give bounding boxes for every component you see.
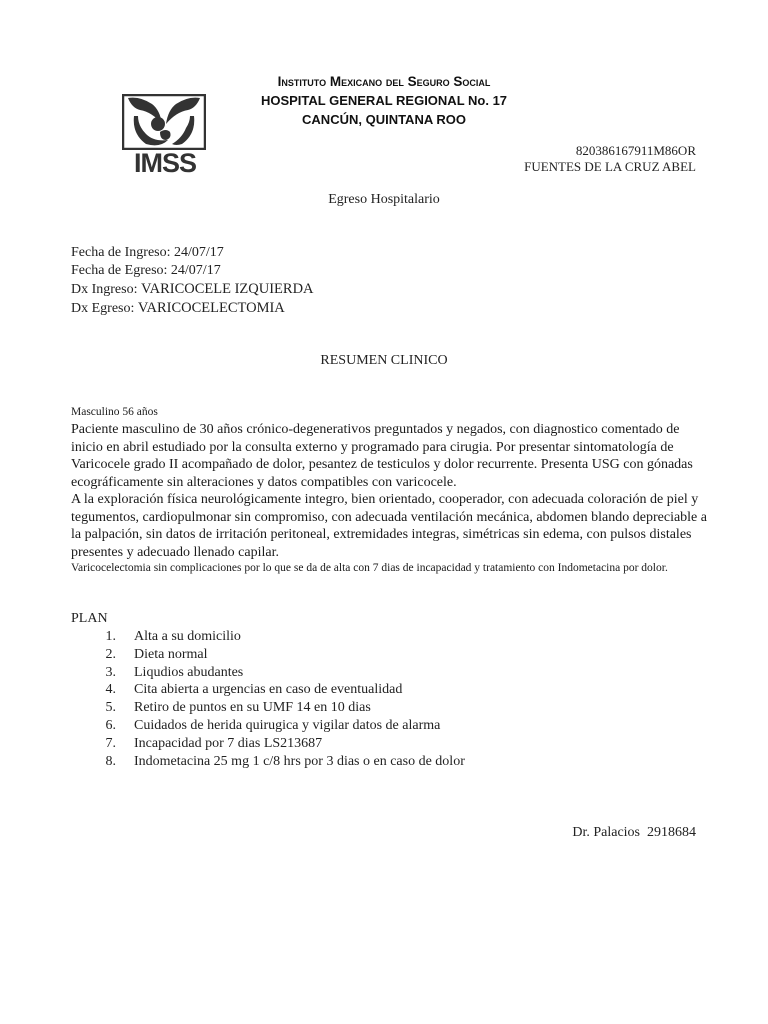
list-item bbox=[71, 717, 465, 735]
list-item-number: 8. bbox=[105, 753, 116, 769]
list-item-number: 2. bbox=[105, 646, 116, 662]
admission-info bbox=[71, 244, 314, 318]
plan-title: PLAN bbox=[71, 611, 108, 626]
list-item-text: Indometacina 25 mg 1 c/8 hrs por 3 dias o en caso de dolor bbox=[134, 753, 465, 769]
clinical-summary-title: RESUMEN CLINICO bbox=[320, 353, 448, 368]
institution-name: Instituto Mexicano del Seguro Social bbox=[277, 74, 491, 89]
list-item-number: 3. bbox=[105, 664, 116, 680]
list-item-text: Dieta normal bbox=[134, 646, 208, 662]
clinical-summary bbox=[71, 405, 711, 575]
exploration-paragraph: A la exploración física neurológicamente integro, bien orientado, cooperador, con adecuada coloración de piel y tegumentos, cardiopulmonar sin compromiso, con adecuada ventilación mecánica, abdomen blando depreciable a la palpación, sin datos de irritación peritoneal, extremidades integras, simétricas sin edema, con pulsos distales presentes y adecuado llenado capilar. bbox=[71, 492, 707, 560]
list-item-number: 4. bbox=[105, 682, 116, 698]
closing-paragraph: Varicocelectomia sin complicaciones por lo que se da de alta con 7 dias de incapacidad y tratamiento con Indometacina por dolor. bbox=[71, 562, 668, 574]
list-item bbox=[71, 735, 465, 753]
admission-diagnosis-value: VARICOCELE IZQUIERDA bbox=[141, 281, 314, 297]
discharge-diagnosis-line bbox=[71, 299, 314, 318]
patient-name: FUENTES DE LA CRUZ ABEL bbox=[524, 159, 696, 174]
patient-info bbox=[524, 143, 696, 175]
list-item bbox=[71, 628, 465, 646]
list-item-text: Incapacidad por 7 dias LS213687 bbox=[134, 735, 323, 751]
list-item-text: Cuidados de herida quirugica y vigilar datos de alarma bbox=[134, 717, 441, 733]
discharge-diagnosis-value: VARICOCELECTOMIA bbox=[137, 300, 285, 316]
list-item bbox=[71, 664, 465, 682]
admission-date-label: Fecha de Ingreso: bbox=[71, 245, 171, 260]
hospital-name: HOSPITAL GENERAL REGIONAL No. 17 bbox=[260, 93, 508, 108]
imss-eagle-mother-child-icon bbox=[122, 94, 206, 150]
discharge-date-value: 24/07/17 bbox=[170, 263, 221, 278]
patient-sex-age: Masculino 56 años bbox=[71, 406, 158, 418]
discharge-date-line bbox=[71, 262, 314, 280]
list-item-text: Retiro de puntos en su UMF 14 en 10 dias bbox=[134, 700, 371, 716]
list-item bbox=[71, 681, 465, 699]
patient-id: 820386167911M86OR bbox=[575, 143, 696, 158]
hospital-city: CANCÚN, QUINTANA ROO bbox=[302, 112, 466, 127]
discharge-diagnosis-label: Dx Egreso: bbox=[71, 301, 135, 316]
plan-list bbox=[71, 628, 465, 770]
physician-signature: Dr. Palacios 2918684 bbox=[572, 825, 696, 840]
list-item-text: Cita abierta a urgencias en caso de eventualidad bbox=[134, 682, 403, 698]
admission-diagnosis-label: Dx Ingreso: bbox=[71, 282, 138, 297]
imss-logo-text: IMSS bbox=[133, 148, 196, 178]
document-header bbox=[0, 72, 768, 129]
list-item-text: Alta a su domicilio bbox=[134, 629, 241, 644]
list-item bbox=[71, 646, 465, 664]
admission-date-value: 24/07/17 bbox=[174, 245, 224, 260]
admission-diagnosis-line bbox=[71, 280, 314, 299]
list-item-number: 7. bbox=[105, 735, 116, 751]
discharge-date-label: Fecha de Egreso: bbox=[71, 263, 168, 278]
list-item-number: 1. bbox=[105, 629, 116, 644]
history-paragraph: Paciente masculino de 30 años crónico-degenerativos preguntados y negados, con diagnostico comentado de inicio en abril estudiado por la consulta externo y programado para cirugia. Por presentar sintomatología de Varicocele grado II acompañado de dolor, pesantez de testiculos y dolor recurrente. Presenta USG con gónadas ecográficamente sin alteraciones y datos compatibles con varicocele. bbox=[71, 422, 693, 490]
list-item-number: 6. bbox=[105, 717, 116, 733]
list-item bbox=[71, 753, 465, 771]
list-item-text: Liqudios abudantes bbox=[134, 664, 244, 680]
document-title: Egreso Hospitalario bbox=[328, 192, 440, 207]
imss-logo bbox=[120, 94, 210, 178]
list-item-number: 5. bbox=[105, 700, 116, 716]
admission-date-line bbox=[71, 244, 314, 262]
list-item bbox=[71, 699, 465, 717]
